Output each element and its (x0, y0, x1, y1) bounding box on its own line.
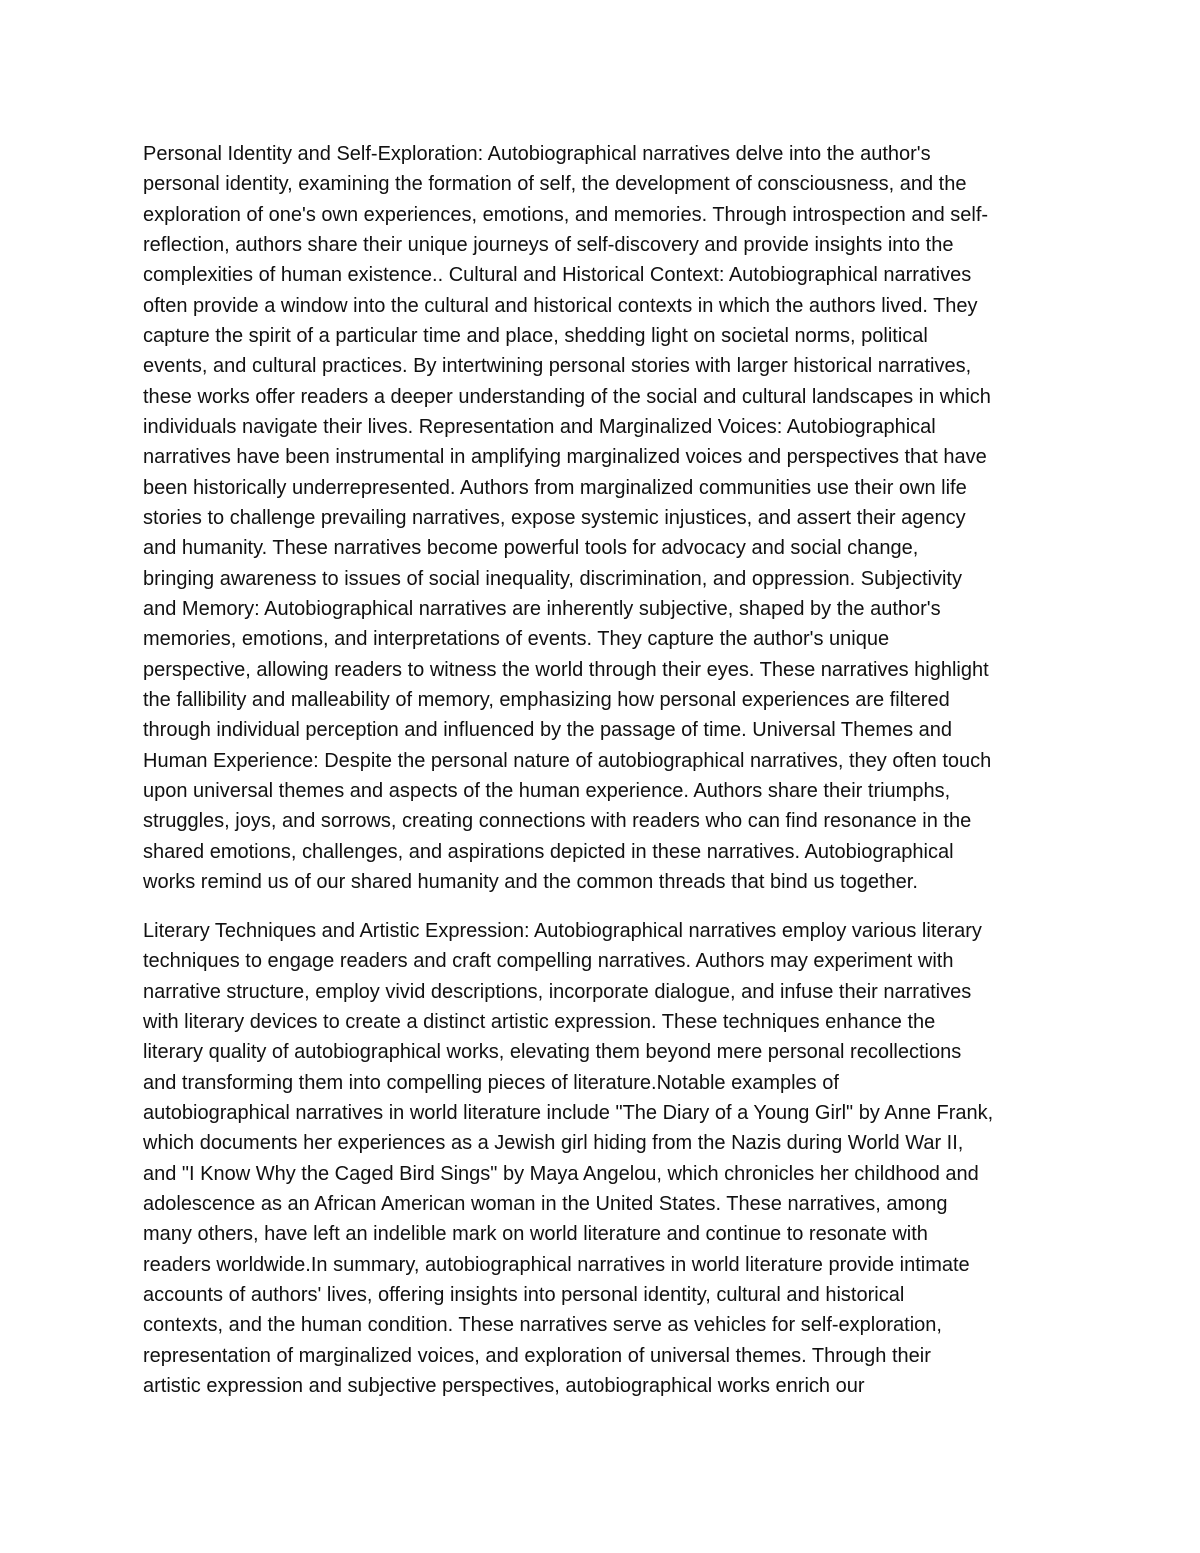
text-line: personal identity, examining the formation of self, the development of consciousness, and the (143, 173, 967, 195)
text-line: Literary Techniques and Artistic Expression: Autobiographical narratives employ various literary (143, 920, 982, 942)
text-line: narrative structure, employ vivid descriptions, incorporate dialogue, and infuse their narratives (143, 981, 972, 1003)
text-line: narratives have been instrumental in amplifying marginalized voices and perspectives that have (143, 446, 987, 468)
text-line: literary quality of autobiographical works, elevating them beyond mere personal recollections (143, 1041, 962, 1063)
text-line: representation of marginalized voices, and exploration of universal themes. Through their (143, 1345, 931, 1367)
text-line: perspective, allowing readers to witness the world through their eyes. These narratives highlight (143, 659, 989, 681)
text-line: through individual perception and influenced by the passage of time. Universal Themes and (143, 719, 953, 741)
text-line: shared emotions, challenges, and aspirations depicted in these narratives. Autobiographical (143, 841, 954, 863)
text-line: adolescence as an African American woman in the United States. These narratives, among (143, 1193, 948, 1215)
text-line: readers worldwide.In summary, autobiographical narratives in world literature provide intimate (143, 1254, 970, 1276)
text-line: and humanity. These narratives become powerful tools for advocacy and social change, (143, 537, 919, 559)
text-line: individuals navigate their lives. Representation and Marginalized Voices: Autobiographical (143, 416, 936, 438)
text-line: Personal Identity and Self-Exploration: Autobiographical narratives delve into the author's (143, 143, 931, 165)
text-line: contexts, and the human condition. These narratives serve as vehicles for self-exploration, (143, 1314, 942, 1336)
text-line: the fallibility and malleability of memory, emphasizing how personal experiences are filtered (143, 689, 950, 711)
text-line: been historically underrepresented. Authors from marginalized communities use their own life (143, 477, 967, 499)
text-line: exploration of one's own experiences, emotions, and memories. Through introspection and self- (143, 204, 989, 226)
text-line: complexities of human existence.. Cultural and Historical Context: Autobiographical narratives (143, 264, 972, 286)
text-line: artistic expression and subjective perspectives, autobiographical works enrich our (143, 1375, 865, 1397)
text-line: and transforming them into compelling pieces of literature.Notable examples of (143, 1072, 839, 1094)
text-line: accounts of authors' lives, offering insights into personal identity, cultural and historical (143, 1284, 905, 1306)
text-line: with literary devices to create a distinct artistic expression. These techniques enhance the (143, 1011, 936, 1033)
text-line: upon universal themes and aspects of the human experience. Authors share their triumphs, (143, 780, 951, 802)
text-line: autobiographical narratives in world literature include "The Diary of a Young Girl" by Anne Frank, (143, 1102, 994, 1124)
text-line: reflection, authors share their unique journeys of self-discovery and provide insights into the (143, 234, 954, 256)
text-line: works remind us of our shared humanity and the common threads that bind us together. (143, 871, 918, 893)
text-line: often provide a window into the cultural and historical contexts in which the authors lived. They (143, 295, 978, 317)
text-line: which documents her experiences as a Jewish girl hiding from the Nazis during World War II, (143, 1132, 964, 1154)
text-line: and Memory: Autobiographical narratives are inherently subjective, shaped by the author's (143, 598, 941, 620)
text-line: capture the spirit of a particular time and place, shedding light on societal norms, political (143, 325, 928, 347)
text-line: techniques to engage readers and craft compelling narratives. Authors may experiment with (143, 950, 954, 972)
text-line: stories to challenge prevailing narratives, expose systemic injustices, and assert their agency (143, 507, 966, 529)
text-line: memories, emotions, and interpretations of events. They capture the author's unique (143, 628, 890, 650)
text-line: struggles, joys, and sorrows, creating connections with readers who can find resonance in the (143, 810, 972, 832)
text-line: these works offer readers a deeper understanding of the social and cultural landscapes in which (143, 386, 991, 408)
text-line: many others, have left an indelible mark on world literature and continue to resonate with (143, 1223, 928, 1245)
text-line: events, and cultural practices. By intertwining personal stories with larger historical narratives, (143, 355, 972, 377)
text-line: bringing awareness to issues of social inequality, discrimination, and oppression. Subjectivity (143, 568, 962, 590)
text-line: Human Experience: Despite the personal nature of autobiographical narratives, they often touch (143, 750, 992, 772)
text-line: and "I Know Why the Caged Bird Sings" by Maya Angelou, which chronicles her childhood and (143, 1163, 979, 1185)
